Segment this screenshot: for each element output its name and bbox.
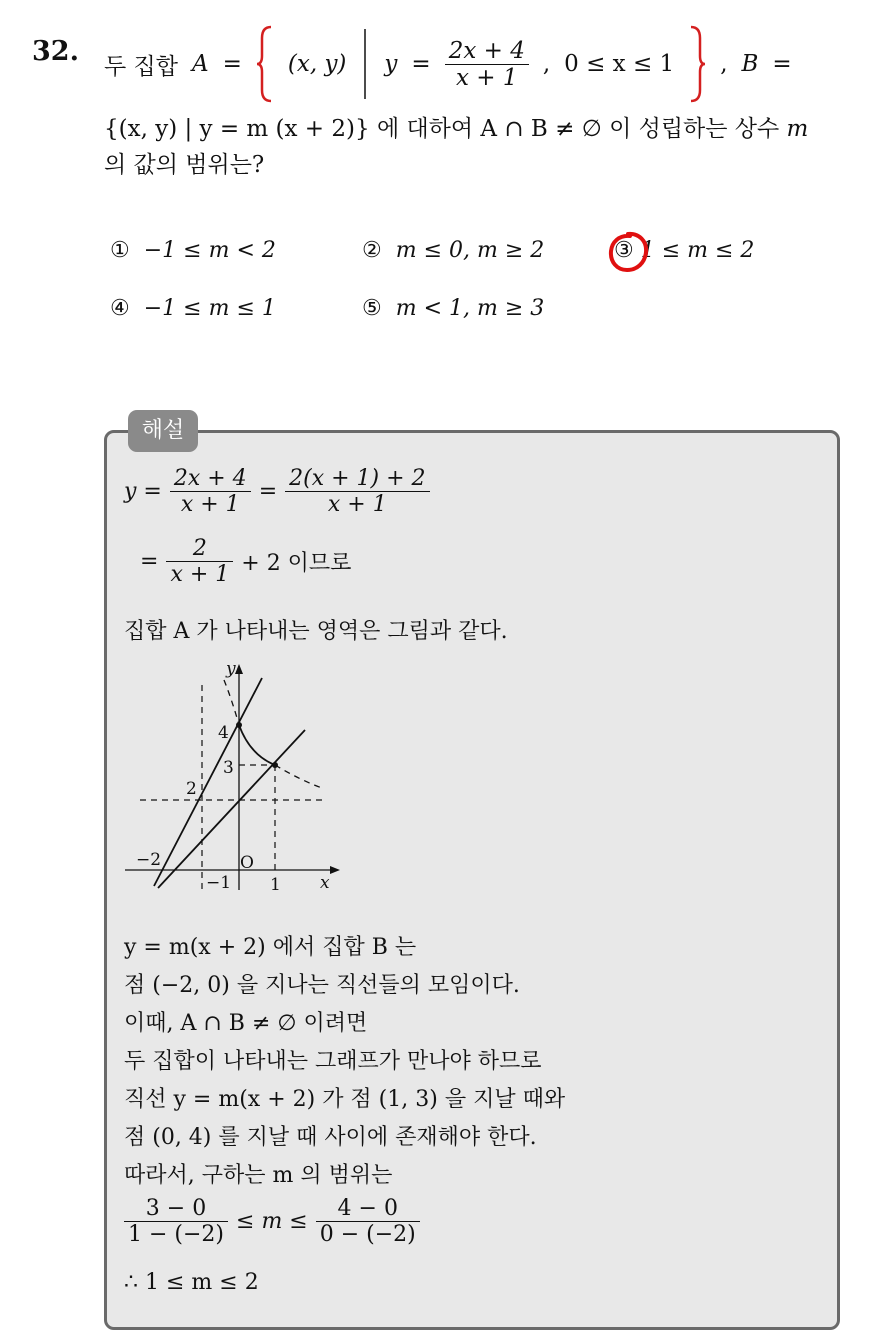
solution-line-1 (124, 466, 430, 517)
graph-label-x: x (320, 873, 330, 893)
solution-line-4: y = m(x + 2) 에서 집합 B 는 (124, 935, 417, 960)
choice-4[interactable] (110, 296, 276, 321)
line-through-1-3 (158, 730, 305, 888)
hyperbola-dashed-right (275, 765, 322, 788)
set-a-range: 0 ≤ x ≤ 1 (564, 51, 675, 77)
set-divider (360, 29, 370, 99)
solution-fraction-2-num: 2(x + 1) + 2 (285, 466, 429, 492)
constant-m: m (786, 116, 809, 142)
solution-fraction-4-den: 1 − (−2) (128, 1222, 225, 1247)
point-0-4 (236, 722, 242, 728)
solution-line-7: 두 집합이 나타내는 그래프가 만나야 하므로 (124, 1049, 542, 1074)
y-axis-arrow-icon (235, 664, 243, 674)
choice-1-mark: ① (110, 238, 130, 263)
equals-sign: = (222, 51, 242, 77)
set-a-condition-y: y (384, 51, 398, 77)
solution-line-2-rest: + 2 이므로 (241, 551, 352, 576)
question-number: 32. (32, 36, 79, 67)
graph-label-2: 2 (186, 779, 197, 799)
choice-4-mark: ④ (110, 296, 130, 321)
right-brace-icon (688, 24, 706, 104)
choice-3-text: 1 ≤ m ≤ 2 (640, 238, 755, 263)
solution-fraction-2 (285, 466, 429, 517)
solution-line-3: 집합 A 가 나타내는 영역은 그림과 같다. (124, 619, 508, 644)
graph-label-origin: O (240, 853, 254, 873)
choice-5-mark: ⑤ (362, 296, 382, 321)
solution-fraction-3-den: x + 1 (170, 562, 230, 587)
graph-label-y: y (226, 660, 236, 679)
solution-equals-2: = (140, 549, 159, 574)
solution-fraction-1-num: 2x + 4 (170, 466, 251, 492)
question-line-2 (104, 110, 808, 143)
solution-fraction-1 (170, 466, 251, 517)
solution-fraction-5-num: 4 − 0 (316, 1196, 420, 1222)
choice-2-mark: ② (362, 238, 382, 263)
solution-line-11 (124, 1196, 420, 1247)
set-a-fraction (445, 38, 529, 91)
left-brace-icon (256, 24, 274, 104)
solution-fraction-4 (124, 1196, 228, 1247)
question-line-1: 두 집합 A = (x, y) y = $\frac{2x + 4}{x + 1}$ , 0 ≤ x ≤ 1 , B = (104, 24, 792, 104)
solution-fraction-3-num: 2 (166, 536, 233, 562)
choice-1-text: −1 ≤ m < 2 (143, 238, 276, 263)
choice-4-text: −1 ≤ m ≤ 1 (143, 296, 276, 321)
graph-label-3: 3 (223, 758, 234, 778)
solution-fraction-4-num: 3 − 0 (124, 1196, 228, 1222)
equals-sign-3: = (772, 51, 792, 77)
choice-3-mark: ③ (614, 238, 634, 263)
solution-line-2 (140, 536, 351, 587)
solution-line-6: 이때, A ∩ B ≠ ∅ 이려면 (124, 1011, 368, 1036)
question-condition: 에 대하여 A ∩ B ≠ ∅ 이 성립하는 상수 (376, 116, 780, 142)
solution-line-5: 점 (−2, 0) 을 지나는 직선들의 모임이다. (124, 973, 520, 998)
hyperbola-dashed-left (224, 680, 239, 725)
set-b-label: B (741, 51, 759, 77)
set-a-variable: (x, y) (287, 51, 347, 77)
solution-fraction-1-den: x + 1 (180, 492, 240, 517)
solution-fraction-2-den: x + 1 (327, 492, 387, 517)
choice-5-text: m < 1, m ≥ 3 (395, 296, 545, 321)
solution-y: y = (124, 479, 162, 504)
fraction-denominator: x + 1 (456, 64, 518, 91)
choice-5[interactable] (362, 296, 544, 321)
graph-label-neg1: −1 (206, 873, 232, 893)
solution-line-9: 점 (0, 4) 를 지날 때 사이에 존재해야 한다. (124, 1125, 537, 1150)
solution-tag: 해설 (128, 410, 198, 452)
point-1-3 (272, 762, 278, 768)
solution-equals: = (258, 479, 278, 504)
set-a-label: A (191, 51, 209, 77)
choice-1[interactable] (110, 238, 276, 263)
solution-fraction-5 (316, 1196, 420, 1247)
region-a-curve (239, 725, 275, 765)
solution-fraction-5-den: 0 − (−2) (319, 1222, 416, 1247)
question-prefix: 두 집합 (104, 53, 178, 80)
solution-fraction-3 (166, 536, 233, 587)
region-graph (120, 660, 350, 900)
choice-2[interactable] (362, 238, 544, 263)
graph-label-neg2: −2 (136, 850, 162, 870)
set-b-definition: {(x, y) | y = m (x + 2)} (104, 116, 370, 142)
graph-label-4: 4 (218, 723, 229, 743)
choice-2-text: m ≤ 0, m ≥ 2 (395, 238, 545, 263)
equals-sign-2: = (411, 51, 431, 77)
fraction-numerator: 2x + 4 (445, 38, 529, 65)
question-line-3: 의 값의 범위는? (104, 152, 265, 178)
graph-label-1: 1 (270, 875, 281, 895)
solution-line-8: 직선 y = m(x + 2) 가 점 (1, 3) 을 지날 때와 (124, 1087, 566, 1112)
selected-answer-circle-icon (606, 230, 650, 274)
solution-inequality: ≤ m ≤ (236, 1209, 308, 1234)
solution-answer: ∴ 1 ≤ m ≤ 2 (124, 1270, 259, 1295)
solution-line-10: 따라서, 구하는 m 의 범위는 (124, 1163, 393, 1188)
x-axis-arrow-icon (330, 866, 340, 874)
